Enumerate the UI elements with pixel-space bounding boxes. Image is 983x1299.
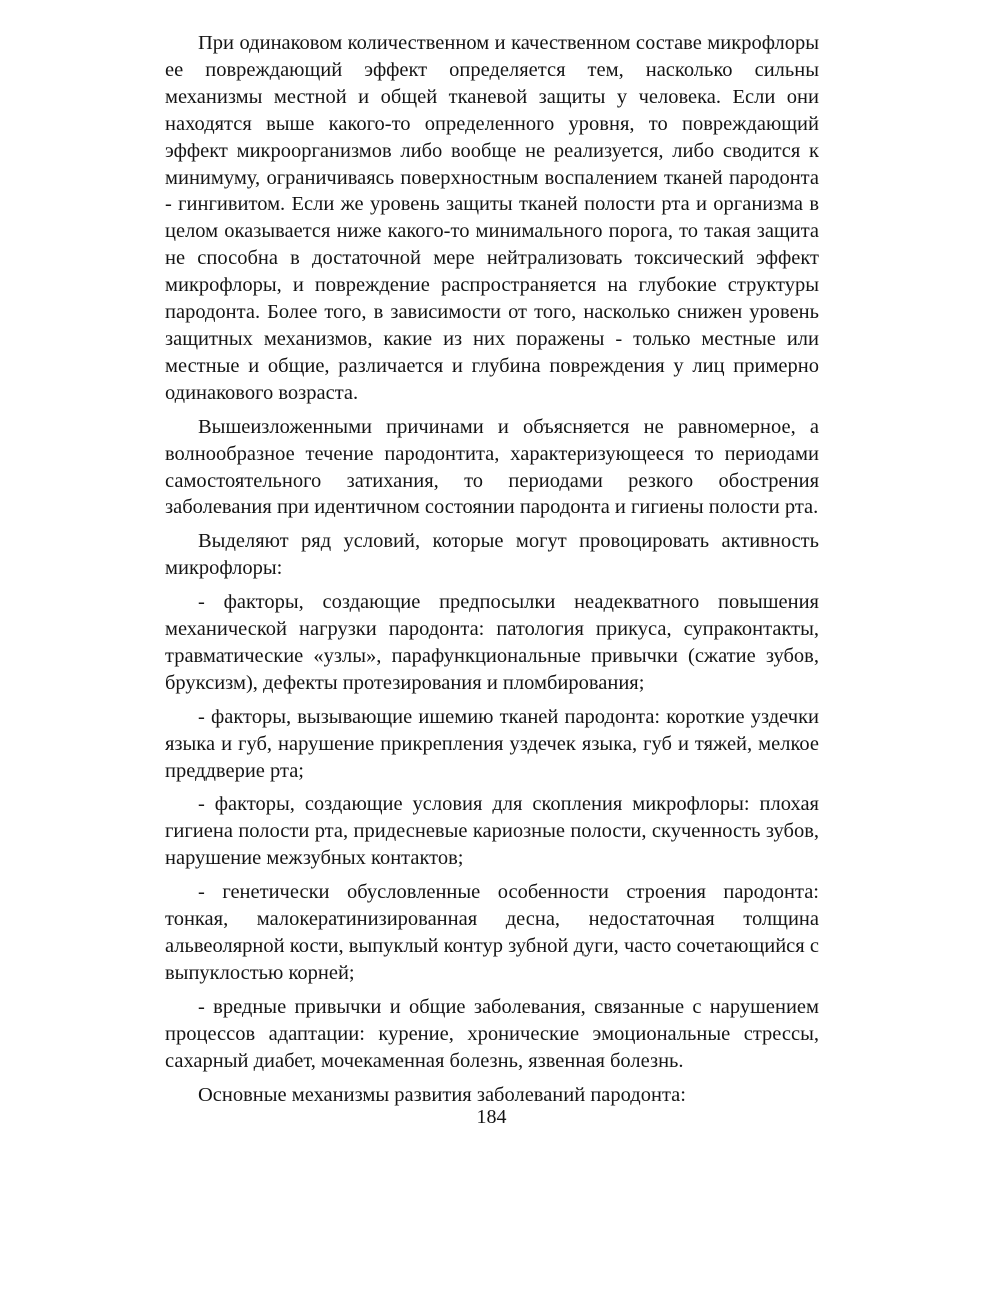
paragraph-provoking-conditions: Выделяют ряд условий, которые могут провоцировать активность микрофлоры: xyxy=(165,530,819,580)
page-body xyxy=(165,30,819,1115)
paragraph-wavy-course: Вышеизложенными причинами и объясняется не равномерное, а волнообразное течение пародонтита, характеризующееся то периодами самостоятельного затихания, то периодами резкого обострения заболевания при идентичном состоянии пародонта и гигиены полости рта. xyxy=(165,415,819,519)
paragraph-main-mechanisms: Основные механизмы развития заболеваний пародонта: xyxy=(198,1083,686,1106)
list-item-harmful-habits: - вредные привычки и общие заболевания, связанные с нарушением процессов адаптации: курение, хронические эмоциональные стрессы, сахарный диабет, мочекаменная болезнь, язвенная болезнь. xyxy=(165,995,819,1072)
list-item-mechanical-load: - факторы, создающие предпосылки неадекватного повышения механической нагрузки пародонта: патология прикуса, супраконтакты, травматические «узлы», парафункциональные привычки (сжатие зубов, бруксизм), дефекты протезирования и пломбирования; xyxy=(165,591,819,694)
paragraph-protective-mechanisms: При одинаковом количественном и качественном составе микрофлоры ее повреждающий эффект определяется тем, насколько сильны механизмы местной и общей тканевой защиты у человека. Если они находятся выше какого-то определенного уровня, то повреждающий эффект микроорганизмов либо вообще не реализуется, либо сводится к минимуму, ограничиваясь поверхностным воспалением тканей пародонта - гингивитом. Если же уровень защиты тканей полости рта и организма в целом оказывается ниже какого-то минимального порога, то такая защита не способна в достаточной мере нейтрализовать токсический эффект микрофлоры, и повреждение распространяется на глубокие структуры пародонта. Более того, в зависимости от того, насколько снижен уровень защитных механизмов, какие из них поражены - только местные или местные и общие, различается и глубина повреждения у лиц примерно одинакового возраста. xyxy=(165,32,819,404)
list-item-ischemia: - факторы, вызывающие ишемию тканей пародонта: короткие уздечки языка и губ, нарушение прикрепления уздечек языка, губ и тяжей, мелкое преддверие рта; xyxy=(165,705,819,782)
list-item-microflora-accumulation: - факторы, создающие условия для скопления микрофлоры: плохая гигиена полости рта, придесневые кариозные полости, скученность зубов, нарушение межзубных контактов; xyxy=(165,793,819,870)
page-number: 184 xyxy=(476,1106,507,1128)
list-item-genetic-features: - генетически обусловленные особенности строения пародонта: тонкая, малокератинизированная десна, недостаточная толщина альвеолярной кости, выпуклый контур зубной дуги, часто сочетающийся с выпуклостью корней; xyxy=(165,881,819,984)
